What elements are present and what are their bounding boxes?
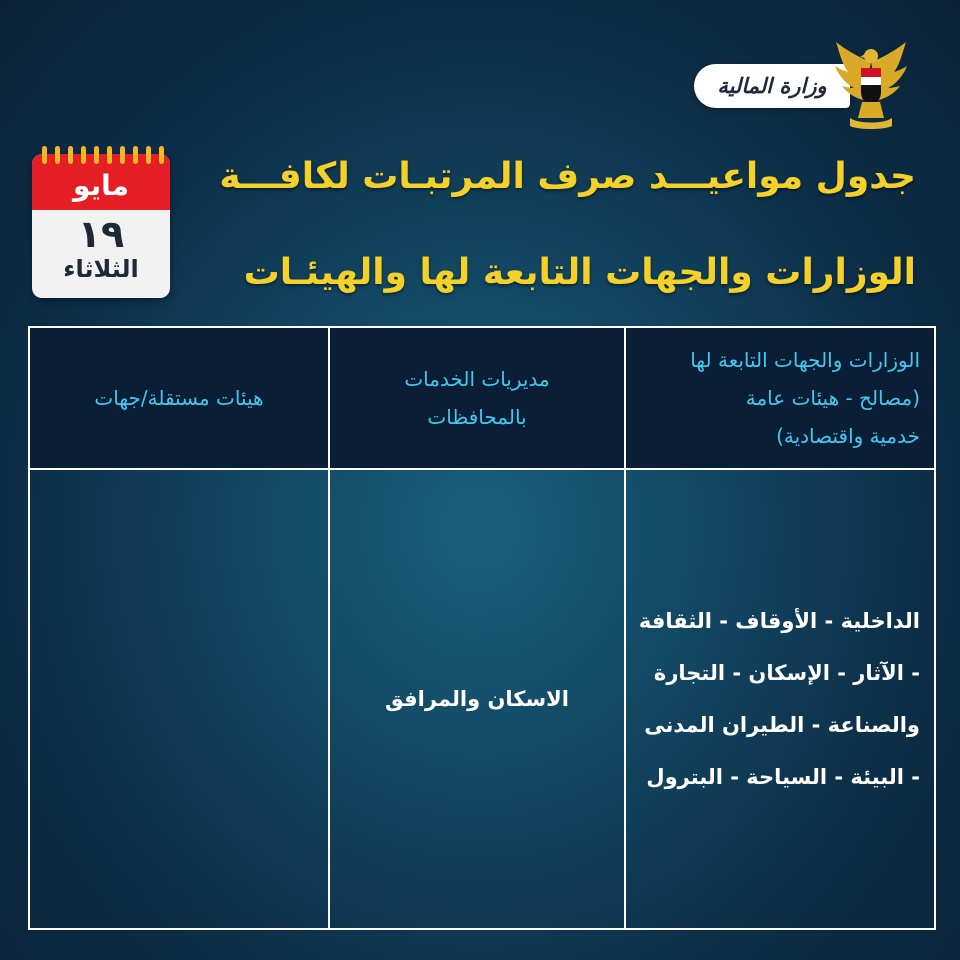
eagle-emblem-icon bbox=[832, 40, 910, 130]
cell-ministries-line-2: - الآثار - الإسكان - التجارة bbox=[653, 661, 920, 685]
cell-authorities bbox=[29, 469, 329, 929]
calendar-month: مايو bbox=[32, 154, 170, 210]
salary-schedule-table bbox=[28, 326, 936, 930]
logo-text-badge bbox=[694, 64, 850, 108]
header-ministries-line-3: خدمية واقتصادية) bbox=[776, 424, 920, 448]
header-directorates-line-2: بالمحافظات bbox=[427, 405, 527, 429]
header-directorates bbox=[329, 327, 625, 469]
cell-ministries-line-4: - البيئة - السياحة - البترول bbox=[646, 765, 920, 789]
ministry-logo bbox=[695, 40, 910, 130]
header-ministries bbox=[625, 327, 935, 469]
cell-ministries-line-1: الداخلية - الأوقاف - الثقافة bbox=[638, 609, 920, 633]
cell-ministries-line-3: والصناعة - الطيران المدنى bbox=[644, 713, 920, 737]
logo-text: وزارة المالية bbox=[717, 74, 827, 98]
calendar-page bbox=[32, 154, 170, 298]
calendar-date bbox=[32, 146, 170, 298]
calendar-day: ١٩ bbox=[77, 212, 125, 256]
header-directorates-line-1: مديريات الخدمات bbox=[404, 367, 550, 391]
cell-ministries bbox=[625, 469, 935, 929]
header-ministries-line-1: الوزارات والجهات التابعة لها bbox=[690, 348, 920, 372]
calendar-weekday: الثلاثاء bbox=[63, 255, 139, 283]
calendar-rings-icon bbox=[32, 146, 170, 166]
header-ministries-line-2: (مصالح - هيئات عامة bbox=[745, 386, 920, 410]
table-row bbox=[29, 469, 935, 929]
table-header-row bbox=[29, 327, 935, 469]
page-title-line-1: جدول مواعيـــد صرف المرتبـات لكافـــة bbox=[219, 156, 916, 197]
header-authorities: هيئات مستقلة/جهات bbox=[29, 327, 329, 469]
page-title-line-2: الوزارات والجهات التابعة لها والهيئـات bbox=[243, 252, 916, 293]
cell-directorates: الاسكان والمرافق bbox=[329, 469, 625, 929]
